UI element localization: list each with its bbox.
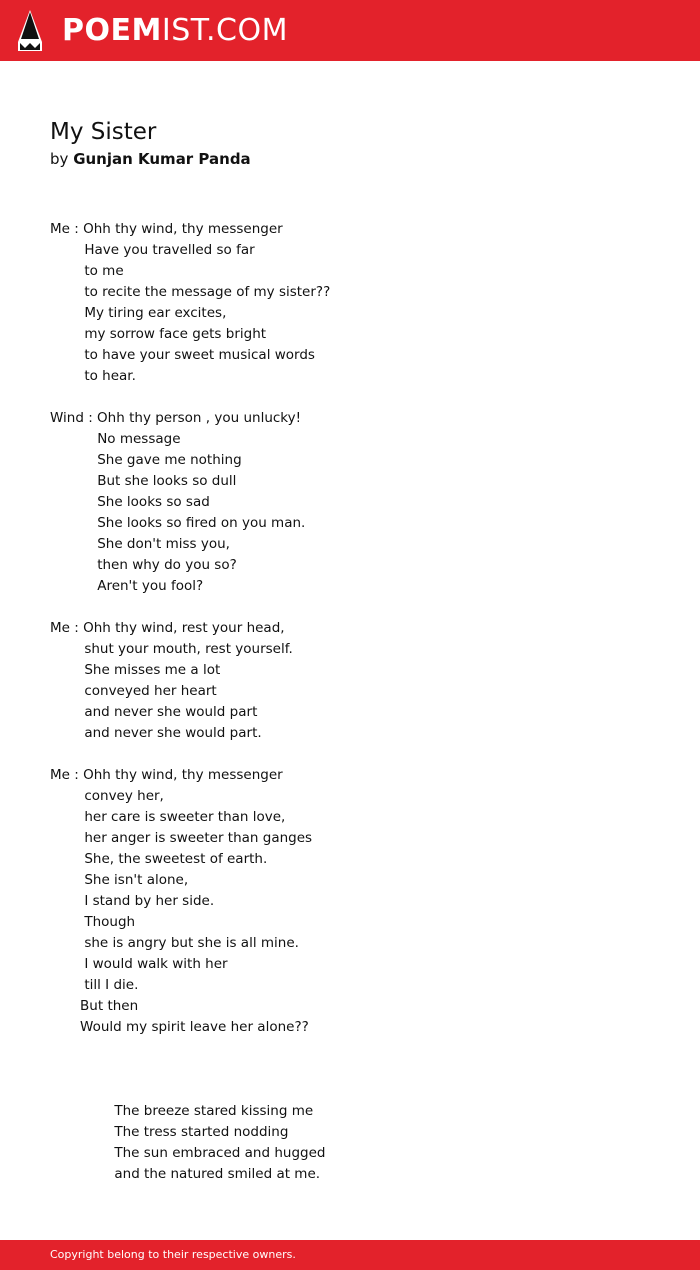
poem-line: She looks so fired on you man. (50, 515, 306, 531)
poem-line: Though (50, 914, 136, 930)
site-logo[interactable] (62, 12, 288, 50)
poem-line (50, 387, 650, 408)
site-footer (0, 1240, 700, 1270)
poem-line: She looks so sad (50, 494, 210, 510)
poem-line: Me : Ohh thy wind, rest your head, (50, 620, 285, 636)
poem-line: Would my spirit leave her alone?? (50, 1019, 309, 1035)
site-header (0, 0, 700, 61)
poem-line: convey her, (50, 788, 164, 804)
poem-line: then why do you so? (50, 557, 237, 573)
poem-line: But then (50, 998, 139, 1014)
poem-line (50, 1059, 650, 1080)
poem-line: to me (50, 263, 124, 279)
poem-line: and never she would part. (50, 725, 262, 741)
poem-line: My tiring ear excites, (50, 305, 227, 321)
poem-line: Have you travelled so far (50, 242, 255, 258)
poem-line (50, 597, 650, 618)
poem-line: She don't miss you, (50, 536, 230, 552)
poem-line: No message (50, 431, 181, 447)
poem-line: and the natured smiled at me. (50, 1166, 321, 1182)
poem-line: Aren't you fool? (50, 578, 204, 594)
poem-line: shut your mouth, rest yourself. (50, 641, 293, 657)
poem-line: She misses me a lot (50, 662, 221, 678)
poem-line (50, 744, 650, 765)
poem-line: She gave me nothing (50, 452, 242, 468)
poem-line: I would walk with her (50, 956, 228, 972)
poem-line: The sun embraced and hugged (50, 1145, 326, 1161)
poem-line: She isn't alone, (50, 872, 189, 888)
poem-body (50, 219, 650, 1185)
logo-text-light: IST.COM (161, 13, 288, 48)
poem-byline (50, 149, 251, 169)
poem-line: till I die. (50, 977, 139, 993)
by-label: by (50, 150, 69, 168)
poem-line: to have your sweet musical words (50, 347, 315, 363)
copyright-text: Copyright belong to their respective owners. (50, 1248, 296, 1261)
pencil-tip-icon[interactable] (17, 9, 43, 52)
poem-line: her anger is sweeter than ganges (50, 830, 313, 846)
poem-line: But she looks so dull (50, 473, 237, 489)
poem-line: her care is sweeter than love, (50, 809, 286, 825)
logo-text-bold: POEM (62, 13, 162, 48)
author-name[interactable]: Gunjan Kumar Panda (73, 150, 251, 168)
poem-line: and never she would part (50, 704, 258, 720)
poem-line (50, 1080, 650, 1101)
poem-line: conveyed her heart (50, 683, 217, 699)
poem-line: I stand by her side. (50, 893, 215, 909)
poem-line: The breeze stared kissing me (50, 1103, 314, 1119)
poem-line: she is angry but she is all mine. (50, 935, 299, 951)
poem-line: The tress started nodding (50, 1124, 289, 1140)
poem-line: She, the sweetest of earth. (50, 851, 268, 867)
poem-line: Me : Ohh thy wind, thy messenger (50, 767, 283, 783)
poem-title: My Sister (50, 119, 157, 145)
poem-line (50, 1038, 650, 1059)
poem-line: Wind : Ohh thy person , you unlucky! (50, 410, 302, 426)
poem-line: to recite the message of my sister?? (50, 284, 331, 300)
poem-line: my sorrow face gets bright (50, 326, 267, 342)
poem-line: to hear. (50, 368, 136, 384)
poem-line: Me : Ohh thy wind, thy messenger (50, 221, 283, 237)
